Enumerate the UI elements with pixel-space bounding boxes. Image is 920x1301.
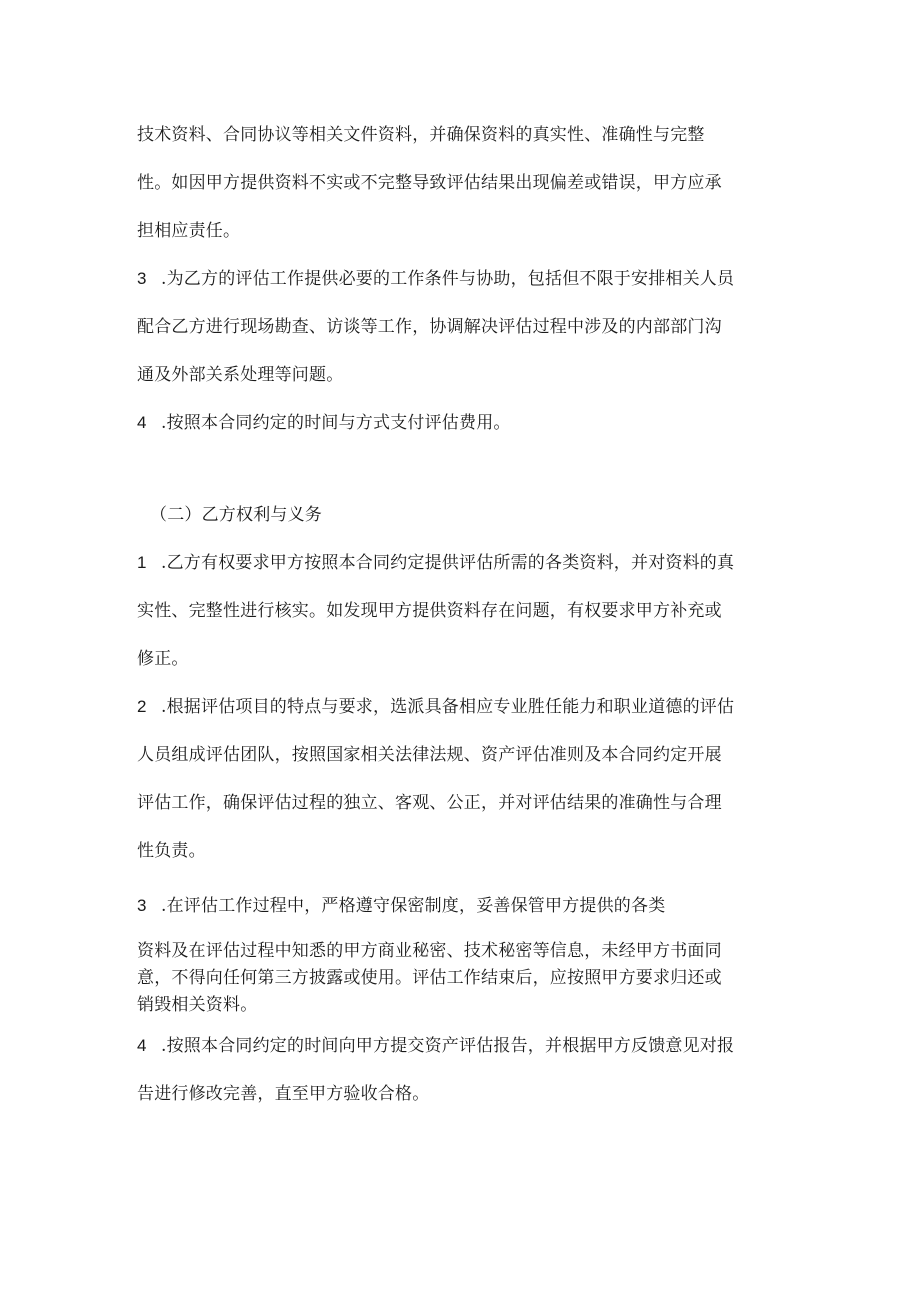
paragraph-line: 技术资料、合同协议等相关文件资料，并确保资料的真实性、准确性与完整 — [137, 125, 705, 145]
list-text: .为乙方的评估工作提供必要的工作条件与协助，包括但不限于安排相关人员 — [161, 269, 735, 289]
paragraph-line: 性。如因甲方提供资料不实或不完整导致评估结果出现偏差或错误，甲方应承 — [137, 173, 722, 193]
paragraph-line: 实性、完整性进行核实。如发现甲方提供资料存在问题，有权要求甲方补充或 — [137, 601, 722, 621]
paragraph-line: 销毁相关资料。 — [137, 995, 258, 1015]
list-number: 1 — [137, 553, 147, 572]
paragraph-line: 评估工作，确保评估过程的独立、客观、公正，并对评估结果的准确性与合理 — [137, 793, 722, 813]
list-item-1 — [137, 551, 787, 575]
list-text: .按照本合同约定的时间与方式支付评估费用。 — [161, 413, 511, 433]
list-item-4 — [137, 1034, 787, 1058]
list-number: 3 — [137, 896, 147, 915]
list-number: 4 — [137, 1036, 147, 1055]
paragraph-line: 性负责。 — [137, 841, 206, 861]
paragraph-line: 资料及在评估过程中知悉的甲方商业秘密、技术秘密等信息，未经甲方书面同 — [137, 941, 722, 961]
list-item-3 — [137, 894, 787, 918]
paragraph-line: 修正。 — [137, 649, 189, 669]
list-number: 3 — [137, 269, 147, 288]
list-text: .乙方有权要求甲方按照本合同约定提供评估所需的各类资料，并对资料的真 — [161, 553, 735, 573]
list-text: .根据评估项目的特点与要求，选派具备相应专业胜任能力和职业道德的评估 — [161, 697, 735, 717]
paragraph-line: 人员组成评估团队，按照国家相关法律法规、资产评估准则及本合同约定开展 — [137, 745, 722, 765]
paragraph-line: 通及外部关系处理等问题。 — [137, 365, 344, 385]
paragraph-line: 告进行修改完善，直至甲方验收合格。 — [137, 1084, 430, 1104]
paragraph-line: 意，不得向任何第三方披露或使用。评估工作结束后，应按照甲方要求归还或 — [137, 968, 722, 988]
list-number: 2 — [137, 697, 147, 716]
list-text: .按照本合同约定的时间向甲方提交资产评估报告，并根据甲方反馈意见对报 — [161, 1036, 735, 1056]
paragraph-line: 配合乙方进行现场勘查、访谈等工作，协调解决评估过程中涉及的内部部门沟 — [137, 317, 722, 337]
list-text: .在评估工作过程中，严格遵守保密制度，妥善保管甲方提供的各类 — [161, 896, 666, 916]
list-item-4 — [137, 411, 787, 435]
list-item-3 — [137, 267, 787, 291]
section-heading: （二）乙方权利与义务 — [150, 505, 322, 525]
paragraph-line: 担相应责任。 — [137, 221, 241, 241]
list-item-2 — [137, 695, 787, 719]
list-number: 4 — [137, 413, 147, 432]
